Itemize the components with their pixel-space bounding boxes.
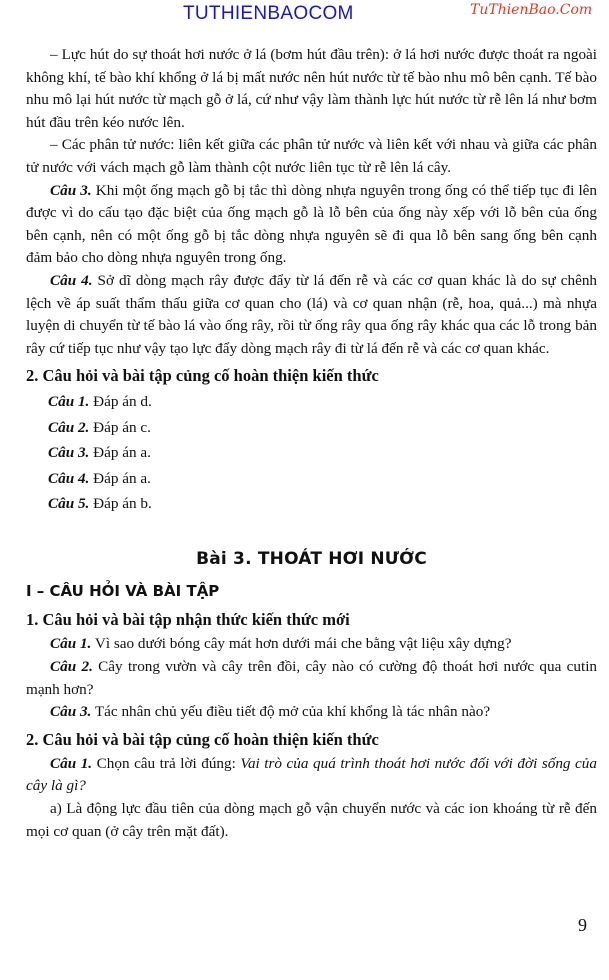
answer-text: Đáp án a. — [89, 469, 151, 487]
section-title: I – CÂU HỎI VÀ BÀI TẬP — [26, 582, 220, 601]
answer-label: Câu 4. — [48, 469, 90, 487]
page-content — [26, 44, 597, 843]
answer-item — [26, 491, 597, 516]
question-label: Câu 3. — [50, 181, 92, 199]
answer-text: Đáp án a. — [89, 444, 151, 462]
question-label: Câu 3. — [50, 703, 92, 721]
section-heading-consolidate: 2. Câu hỏi và bài tập củng cố hoàn thiện kiến thức — [26, 729, 379, 749]
paragraph-question-4 — [26, 270, 597, 360]
answer-item — [26, 440, 597, 465]
paragraph-question-3 — [26, 180, 597, 270]
question-text: Vì sao dưới bóng cây mát hơn dưới mái che bằng vật liệu xây dựng? — [91, 635, 512, 653]
question-item — [26, 633, 597, 656]
page-header — [0, 0, 609, 34]
brand-logo: TuThienBao.Com — [470, 2, 593, 18]
question-text: Chọn câu trả lời đúng: — [92, 754, 241, 772]
answer-item — [26, 466, 597, 491]
answer-label: Câu 5. — [48, 494, 90, 512]
question-item — [26, 656, 597, 701]
answer-text: Đáp án c. — [89, 418, 151, 436]
question-item — [26, 701, 597, 724]
paragraph-suction-force: – Lực hút do sự thoát hơi nước ở lá (bơm hút đầu trên): ở lá hơi nước được thoát ra ngoài không khí, tế bào khí khổng ở lá bị mất nước nên hút nước từ tế bào nhu mô bên cạnh. Tế bào nhu mô lại hút nước từ mạch gỗ ở lá, cứ như vậy làm thành lực hút nước từ rễ lên lá như bơm hút đầu trên kéo nước lên. — [26, 46, 597, 131]
brand-title: TUTHIENBAOCOM — [183, 3, 354, 24]
lesson-title: Bài 3. THOÁT HƠI NƯỚC — [196, 549, 427, 570]
answer-text: Đáp án b. — [89, 494, 152, 512]
question-label: Câu 4. — [50, 271, 93, 289]
question-label: Câu 1. — [50, 635, 92, 653]
answer-text: Đáp án d. — [89, 393, 152, 411]
answer-item — [26, 389, 597, 414]
section-heading-recognition: 1. Câu hỏi và bài tập nhận thức kiến thức mới — [26, 610, 350, 630]
option-a: a) Là động lực đầu tiên của dòng mạch gỗ vận chuyển nước và các ion khoáng từ rễ đến mọi cơ quan (ở cây trên mặt đất). — [26, 799, 597, 840]
answer-item — [26, 415, 597, 440]
question-label: Câu 1. — [50, 754, 93, 772]
question-text: Tác nhân chủ yếu điều tiết độ mở của khí khổng là tác nhân nào? — [91, 703, 491, 721]
page-number: 9 — [578, 915, 587, 935]
answer-label: Câu 2. — [48, 418, 90, 436]
answer-label: Câu 3. — [48, 444, 90, 462]
question-item — [26, 753, 597, 798]
question-text: Cây trong vườn và cây trên đồi, cây nào có cường độ thoát hơi nước qua cutin mạnh hơn? — [26, 657, 598, 698]
question-text: Khi một ống mạch gỗ bị tắc thì dòng nhựa nguyên trong ống có thể tiếp tục đi lên được vì do cấu tạo đặc biệt của ống mạch gỗ là lỗ bên của ống này xếp với lỗ bên của ống bên cạnh, nên có một ống gỗ bị tắc dòng nhựa nguyên sẽ đi qua lỗ bên sang ống bên cạnh đảm bảo cho dòng nhựa nguyên trong ống. — [26, 181, 598, 267]
question-label: Câu 2. — [50, 657, 93, 675]
paragraph-water-molecules: – Các phân tử nước: liên kết giữa các phân tử nước và liên kết với nhau và giữa các phân tử nước với vách mạch gỗ làm thành cột nước liên tục từ rễ lên lá cây. — [26, 136, 597, 176]
answer-label: Câu 1. — [48, 393, 90, 411]
section-heading-consolidate: 2. Câu hỏi và bài tập củng cố hoàn thiện kiến thức — [26, 366, 379, 386]
question-text: Sở dĩ dòng mạch rây được đẩy từ lá đến rễ và các cơ quan khác là do sự chênh lệch về áp suất thẩm thấu giữa cơ quan cho (lá) và cơ quan nhận (rễ, hoa, quả...) mà nhựa luyện di chuyển từ tế bào lá vào ống rây, rồi từ ống rây qua ống rây khác qua các lỗ trong bản rây cứ tiếp tục như vậy tạo lực đẩy dòng mạch rây đi từ lá đến rễ và các cơ quan khác. — [26, 271, 598, 357]
question-italic-text: Vai trò của quá trình thoát hơi nước đối với đời sống của cây là gì? — [26, 754, 597, 795]
